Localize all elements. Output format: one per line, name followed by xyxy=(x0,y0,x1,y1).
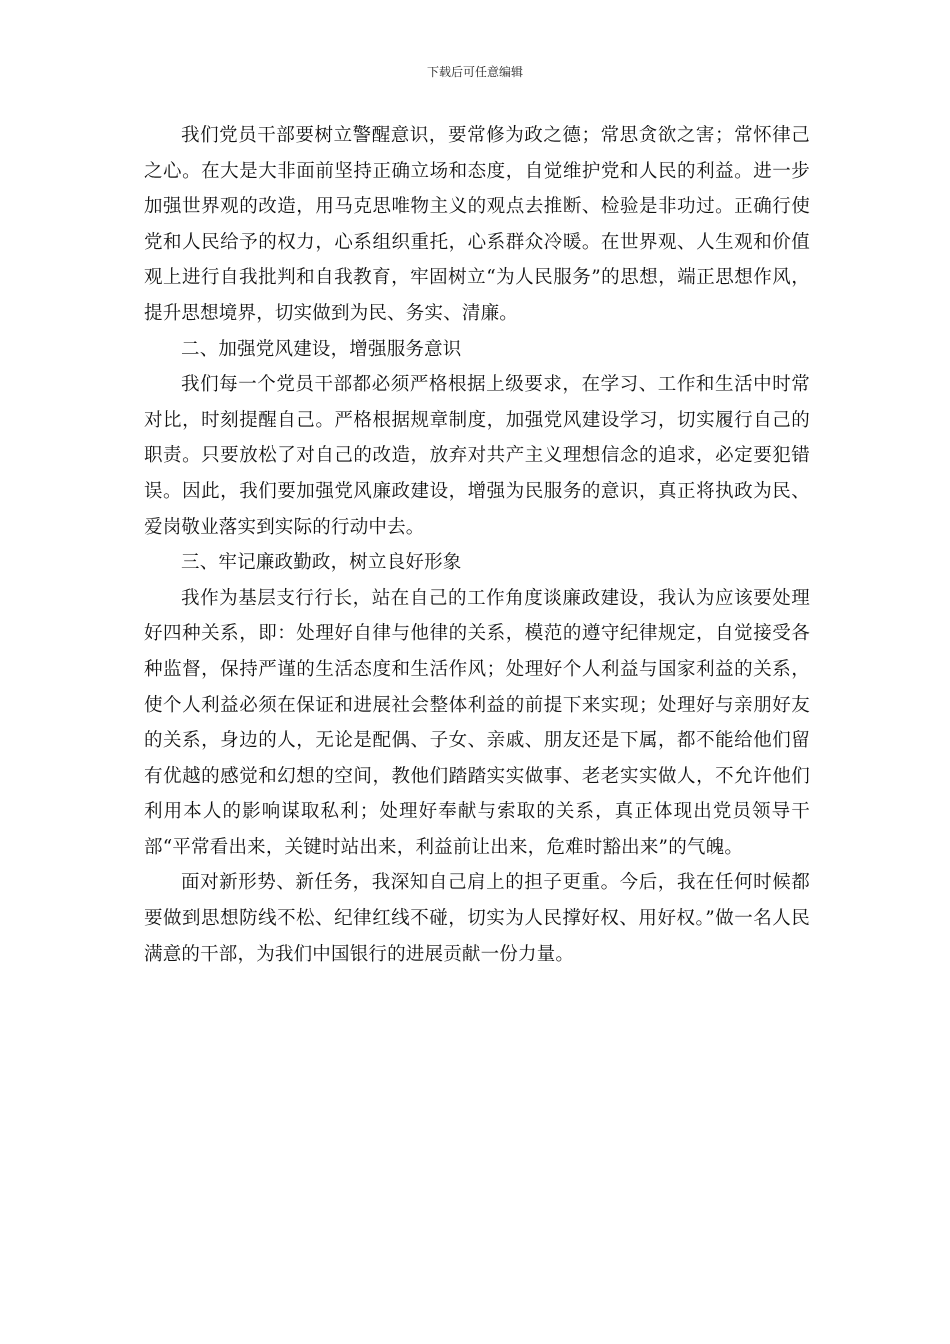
paragraph-conclusion: 面对新形势、新任务，我深知自己肩上的担子更重。今后，我在任何时候都要做到思想防线不松、纪律红线不碰，切实为人民撑好权、用好权。”做一名人民满意的干部，为我们中国银行的进展贡献一份力量。 xyxy=(144,872,810,965)
paragraph-party-style: 我们每一个党员干部都必须严格根据上级要求，在学习、工作和生活中时常对比，时刻提醒自己。严格根据规章制度，加强党风建设学习，切实履行自己的职责。只要放松了对自己的改造，放弃对共产主义理想信念的追求，必定要犯错误。因此，我们要加强党风廉政建设，增强为民服务的意识，真正将执政为民、爱岗敬业落实到实际的行动中去。 xyxy=(144,374,810,538)
paragraph-four-relations: 我作为基层支行行长，站在自己的工作角度谈廉政建设，我认为应该要处理好四种关系，即：处理好自律与他律的关系，模范的遵守纪律规定，自觉接受各种监督，保持严谨的生活态度和生活作风；处理好个人利益与国家利益的关系，使个人利益必须在保证和进展社会整体利益的前提下来实现；处理好与亲朋好友的关系，身边的人，无论是配偶、子女、亲戚、朋友还是下属，都不能给他们留有优越的感觉和幻想的空间，教他们踏踏实实做事、老老实实做人，不允许他们利用本人的影响谋取私利；处理好奉献与索取的关系，真正体现出党员领导干部“平常看出来，关键时站出来，利益前让出来，危难时豁出来”的气魄。 xyxy=(144,587,810,858)
document-body xyxy=(144,118,810,972)
section-heading-party-style: 二、加强党风建设，增强服务意识 xyxy=(181,338,462,360)
paragraph-self-discipline: 我们党员干部要树立警醒意识，要常修为政之德；常思贪欲之害；常怀律己之心。在大是大非面前坚持正确立场和态度，自觉维护党和人民的利益。进一步加强世界观的改造，用马克思唯物主义的观点去推断、检验是非功过。正确行使党和人民给予的权力，心系组织重托，心系群众冷暖。在世界观、人生观和价值观上进行自我批判和自我教育，牢固树立“为人民服务”的思想，端正思想作风，提升思想境界，切实做到为民、务实、清廉。 xyxy=(144,125,810,324)
page-header: 下载后可任意编辑 xyxy=(426,65,523,79)
section-heading-integrity: 三、牢记廉政勤政，树立良好形象 xyxy=(181,552,462,574)
